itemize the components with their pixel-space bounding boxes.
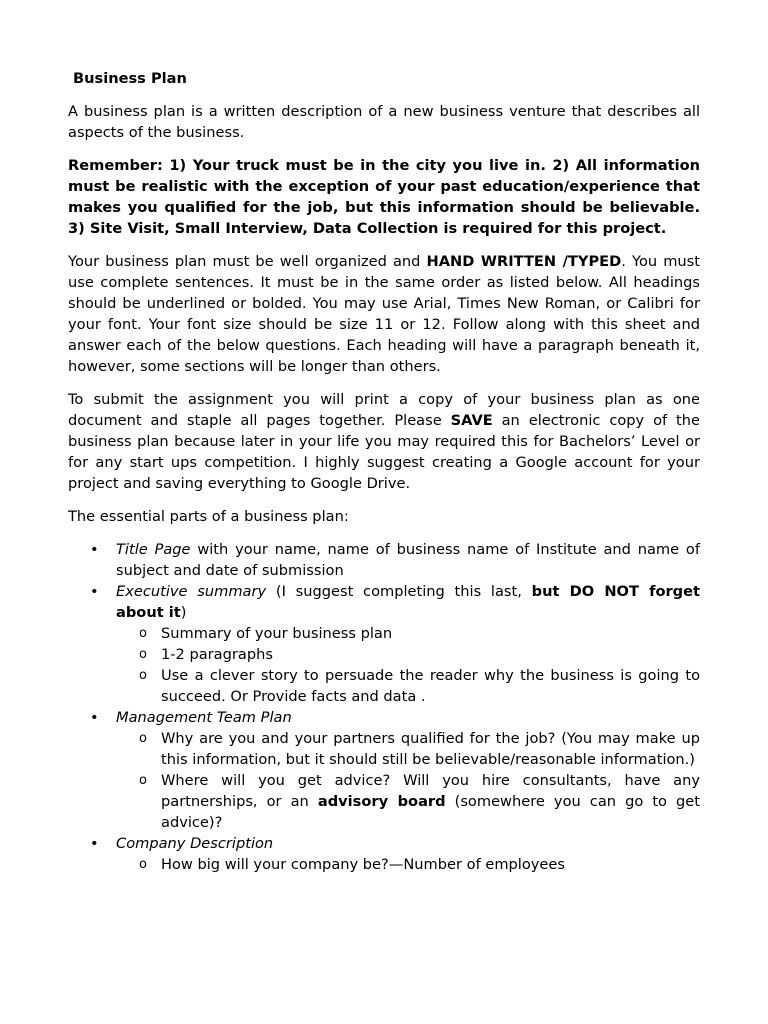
sub-list-item <box>68 644 700 665</box>
item-text: (I suggest completing this last, <box>266 583 532 600</box>
item-tail: ) <box>180 604 187 621</box>
organization-text-before: Your business plan must be well organized and <box>68 253 427 270</box>
list-item-title-page <box>68 539 700 581</box>
sub-item-text-after: (somewhere you can go to get advice)? <box>161 793 701 831</box>
sub-bullet-icon: o <box>139 857 147 872</box>
list-item-company-description <box>68 833 700 875</box>
sub-list-item <box>68 854 700 875</box>
submission-paragraph <box>68 389 700 494</box>
organization-paragraph <box>68 251 700 377</box>
sub-list-item <box>68 728 700 770</box>
sub-list <box>116 854 700 875</box>
sub-list-item <box>68 770 700 833</box>
sub-item-text: Use a clever story to persuade the reader why the business is going to succeed. Or Provide facts and data . <box>161 667 700 705</box>
item-bold: but DO NOT forget about it <box>116 583 700 621</box>
sub-bullet-icon: o <box>139 647 147 662</box>
sub-item-text-before: Where will you get advice? Will you hire consultants, have any partnerships, or an <box>161 772 700 810</box>
remember-text: Remember: 1) Your truck must be in the city you live in. 2) All information must be realistic with the exception of your past education/experience that makes you qualified for the job, but this information should be believable. 3) Site Visit, Small Interview, Data Collection is required for this project. <box>68 157 700 237</box>
sub-bullet-icon: o <box>139 668 147 683</box>
sub-list-item <box>68 665 700 707</box>
sub-item-text: Summary of your business plan <box>161 625 393 642</box>
essential-parts-intro: The essential parts of a business plan: <box>68 508 349 525</box>
bullet-icon: • <box>90 835 99 852</box>
sub-bullet-icon: o <box>139 773 147 788</box>
sub-list <box>116 623 700 707</box>
submission-bold: SAVE <box>450 412 493 429</box>
sub-list-item <box>68 623 700 644</box>
sub-item-text: How big will your company be?—Number of employees <box>161 856 565 873</box>
item-heading: Company Description <box>116 835 274 852</box>
bullet-icon: • <box>90 541 99 558</box>
bullet-icon: • <box>90 709 99 726</box>
sub-list <box>116 728 700 833</box>
sub-item-bold: advisory board <box>317 793 446 810</box>
essential-parts-list <box>68 539 700 875</box>
item-heading: Executive summary <box>116 583 267 600</box>
item-heading: Management Team Plan <box>116 709 292 726</box>
submission-text-before: To submit the assignment you will print a copy of your business plan as one document and staple all pages together. Please <box>68 391 700 429</box>
list-item-management-team <box>68 707 700 833</box>
sub-bullet-icon: o <box>139 731 147 746</box>
intro-paragraph: A business plan is a written description of a new business venture that describes all aspects of the business. <box>68 103 700 141</box>
item-heading: Title Page <box>116 541 191 558</box>
submission-text-after: an electronic copy of the business plan because later in your life you may required this for Bachelors’ Level or for any start ups competition. I highly suggest creating a Google account for your project and saving everything to Google Drive. <box>68 412 700 492</box>
sub-item-text: 1-2 paragraphs <box>161 646 273 663</box>
remember-paragraph <box>68 155 700 239</box>
document-body <box>68 68 700 875</box>
bullet-icon: • <box>90 583 99 600</box>
list-item-executive-summary <box>68 581 700 707</box>
organization-text-after: . You must use complete sentences. It must be in the same order as listed below. All headings should be underlined or bolded. You may use Arial, Times New Roman, or Calibri for your font. Your font size should be size 11 or 12. Follow along with this sheet and answer each of the below questions. Each heading will have a paragraph beneath it, however, some sections will be longer than others. <box>68 253 700 375</box>
document-title: Business Plan <box>73 70 187 87</box>
sub-item-text: Why are you and your partners qualified for the job? (You may make up this information, but it should still be believable/reasonable information.) <box>161 730 700 768</box>
organization-bold: HAND WRITTEN /TYPED <box>426 253 622 270</box>
sub-bullet-icon: o <box>139 626 147 641</box>
item-text: with your name, name of business name of Institute and name of subject and date of submission <box>116 541 700 579</box>
